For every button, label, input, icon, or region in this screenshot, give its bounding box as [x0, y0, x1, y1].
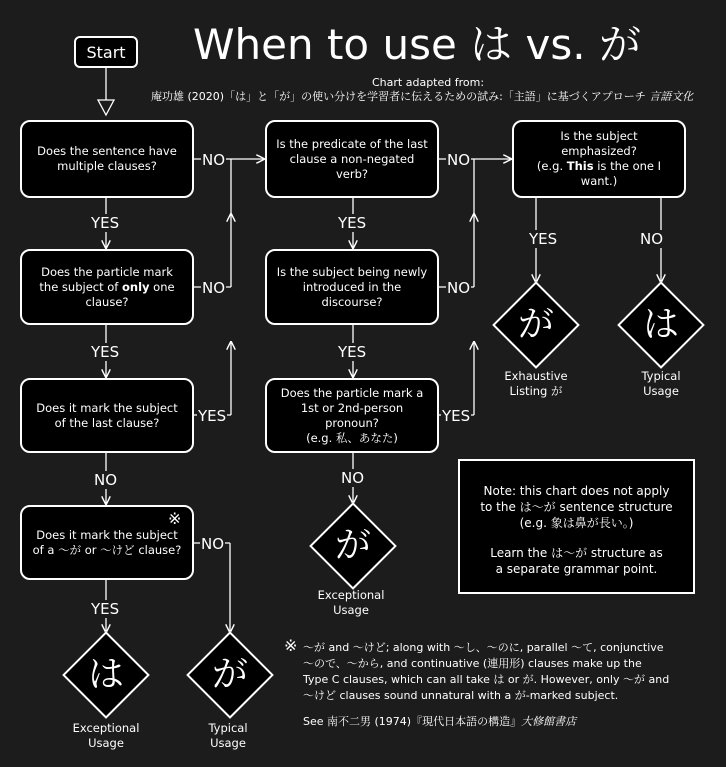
- edge-label-yes: YES: [198, 407, 227, 425]
- footnote-reference: See 南不二男 (1974)『現代日本語の構造』大修館書店: [303, 715, 577, 728]
- result-exceptional-wa: は: [87, 654, 124, 695]
- question-non-negated-verb: Is the predicate of the last clause a non-negated verb?: [265, 120, 439, 198]
- edge-label-yes: YES: [338, 343, 367, 361]
- edge-label-yes: YES: [91, 600, 120, 618]
- source-caption: Chart adapted from:: [372, 76, 485, 89]
- edge-label-yes: YES: [91, 343, 120, 361]
- result-typical-wa: は: [642, 304, 679, 345]
- note-box: [458, 459, 695, 594]
- result-caption: Typical Usage: [641, 369, 681, 398]
- question-subject-emphasized: Is the subject emphasized? (e.g. This is the one I want.): [512, 120, 686, 198]
- result-caption: Exceptional Usage: [317, 588, 385, 617]
- result-caption: Exhaustive Listing が: [504, 369, 568, 398]
- question-newly-introduced: Is the subject being newly introduced in the discourse?: [265, 249, 439, 325]
- result-caption: Exceptional Usage: [72, 721, 140, 750]
- question-ga-kedo-clause: Does it mark the subject of a 〜が or 〜けど clause?: [20, 505, 194, 580]
- edge-label-yes: YES: [529, 230, 558, 248]
- footnote-mark-icon: ※: [284, 636, 298, 655]
- edge-label-yes: YES: [91, 214, 120, 232]
- edge-label-no: NO: [94, 471, 118, 489]
- question-person-pronoun: Does the particle mark a 1st or 2nd-person pronoun? (e.g. 私、あなた): [265, 378, 439, 453]
- start-node: Start: [74, 36, 138, 68]
- question-last-clause: Does it mark the subject of the last clause?: [20, 378, 194, 453]
- note-line: Learn the は〜が structure as: [490, 546, 663, 560]
- edge-label-no: NO: [202, 279, 226, 297]
- note-line: to the は〜が sentence structure: [480, 500, 673, 514]
- question-only-one-clause: Does the particle mark the subject of only one clause?: [20, 249, 194, 325]
- footnote-mark-icon: ※: [168, 509, 182, 528]
- edge-label-no: NO: [447, 151, 471, 169]
- question-multiple-clauses: Does the sentence have multiple clauses?: [20, 120, 194, 198]
- result-typical-ga: が: [211, 654, 248, 695]
- note-line: Note: this chart does not apply: [483, 484, 670, 498]
- footnote-text: 〜が and 〜けど; along with 〜し、〜のに, parallel 〜て, conjunctive 〜ので、〜から, and continuative (連用形) clauses make up the Type C clauses, which can all take は or が. However, only 〜が and 〜けど clauses sound unnatural with a が-marked subject. See 南不二男 (1974)『現代日本語の構造』大修館書店: [303, 640, 713, 730]
- page-title: When to use は vs. が: [193, 20, 641, 69]
- edge-label-no: NO: [447, 279, 471, 297]
- note-line: a separate grammar point.: [495, 562, 658, 576]
- edge-label-yes: YES: [442, 407, 471, 425]
- edge-label-no: NO: [341, 469, 365, 487]
- result-exhaustive-ga: が: [517, 304, 554, 345]
- note-line: (e.g. 象は鼻が長い。): [519, 516, 634, 530]
- edge-label-no: NO: [201, 535, 225, 553]
- source-citation: 庵功雄 (2020)「は」と「が」の使い分けを学習者に伝えるための試み:「主語」に基づくアプローチ 言語文化: [151, 90, 694, 103]
- edge-label-no: NO: [640, 230, 664, 248]
- edge-label-no: NO: [202, 151, 226, 169]
- result-exceptional-ga: が: [334, 525, 371, 566]
- edge-label-yes: YES: [338, 214, 367, 232]
- result-caption: Typical Usage: [208, 721, 248, 750]
